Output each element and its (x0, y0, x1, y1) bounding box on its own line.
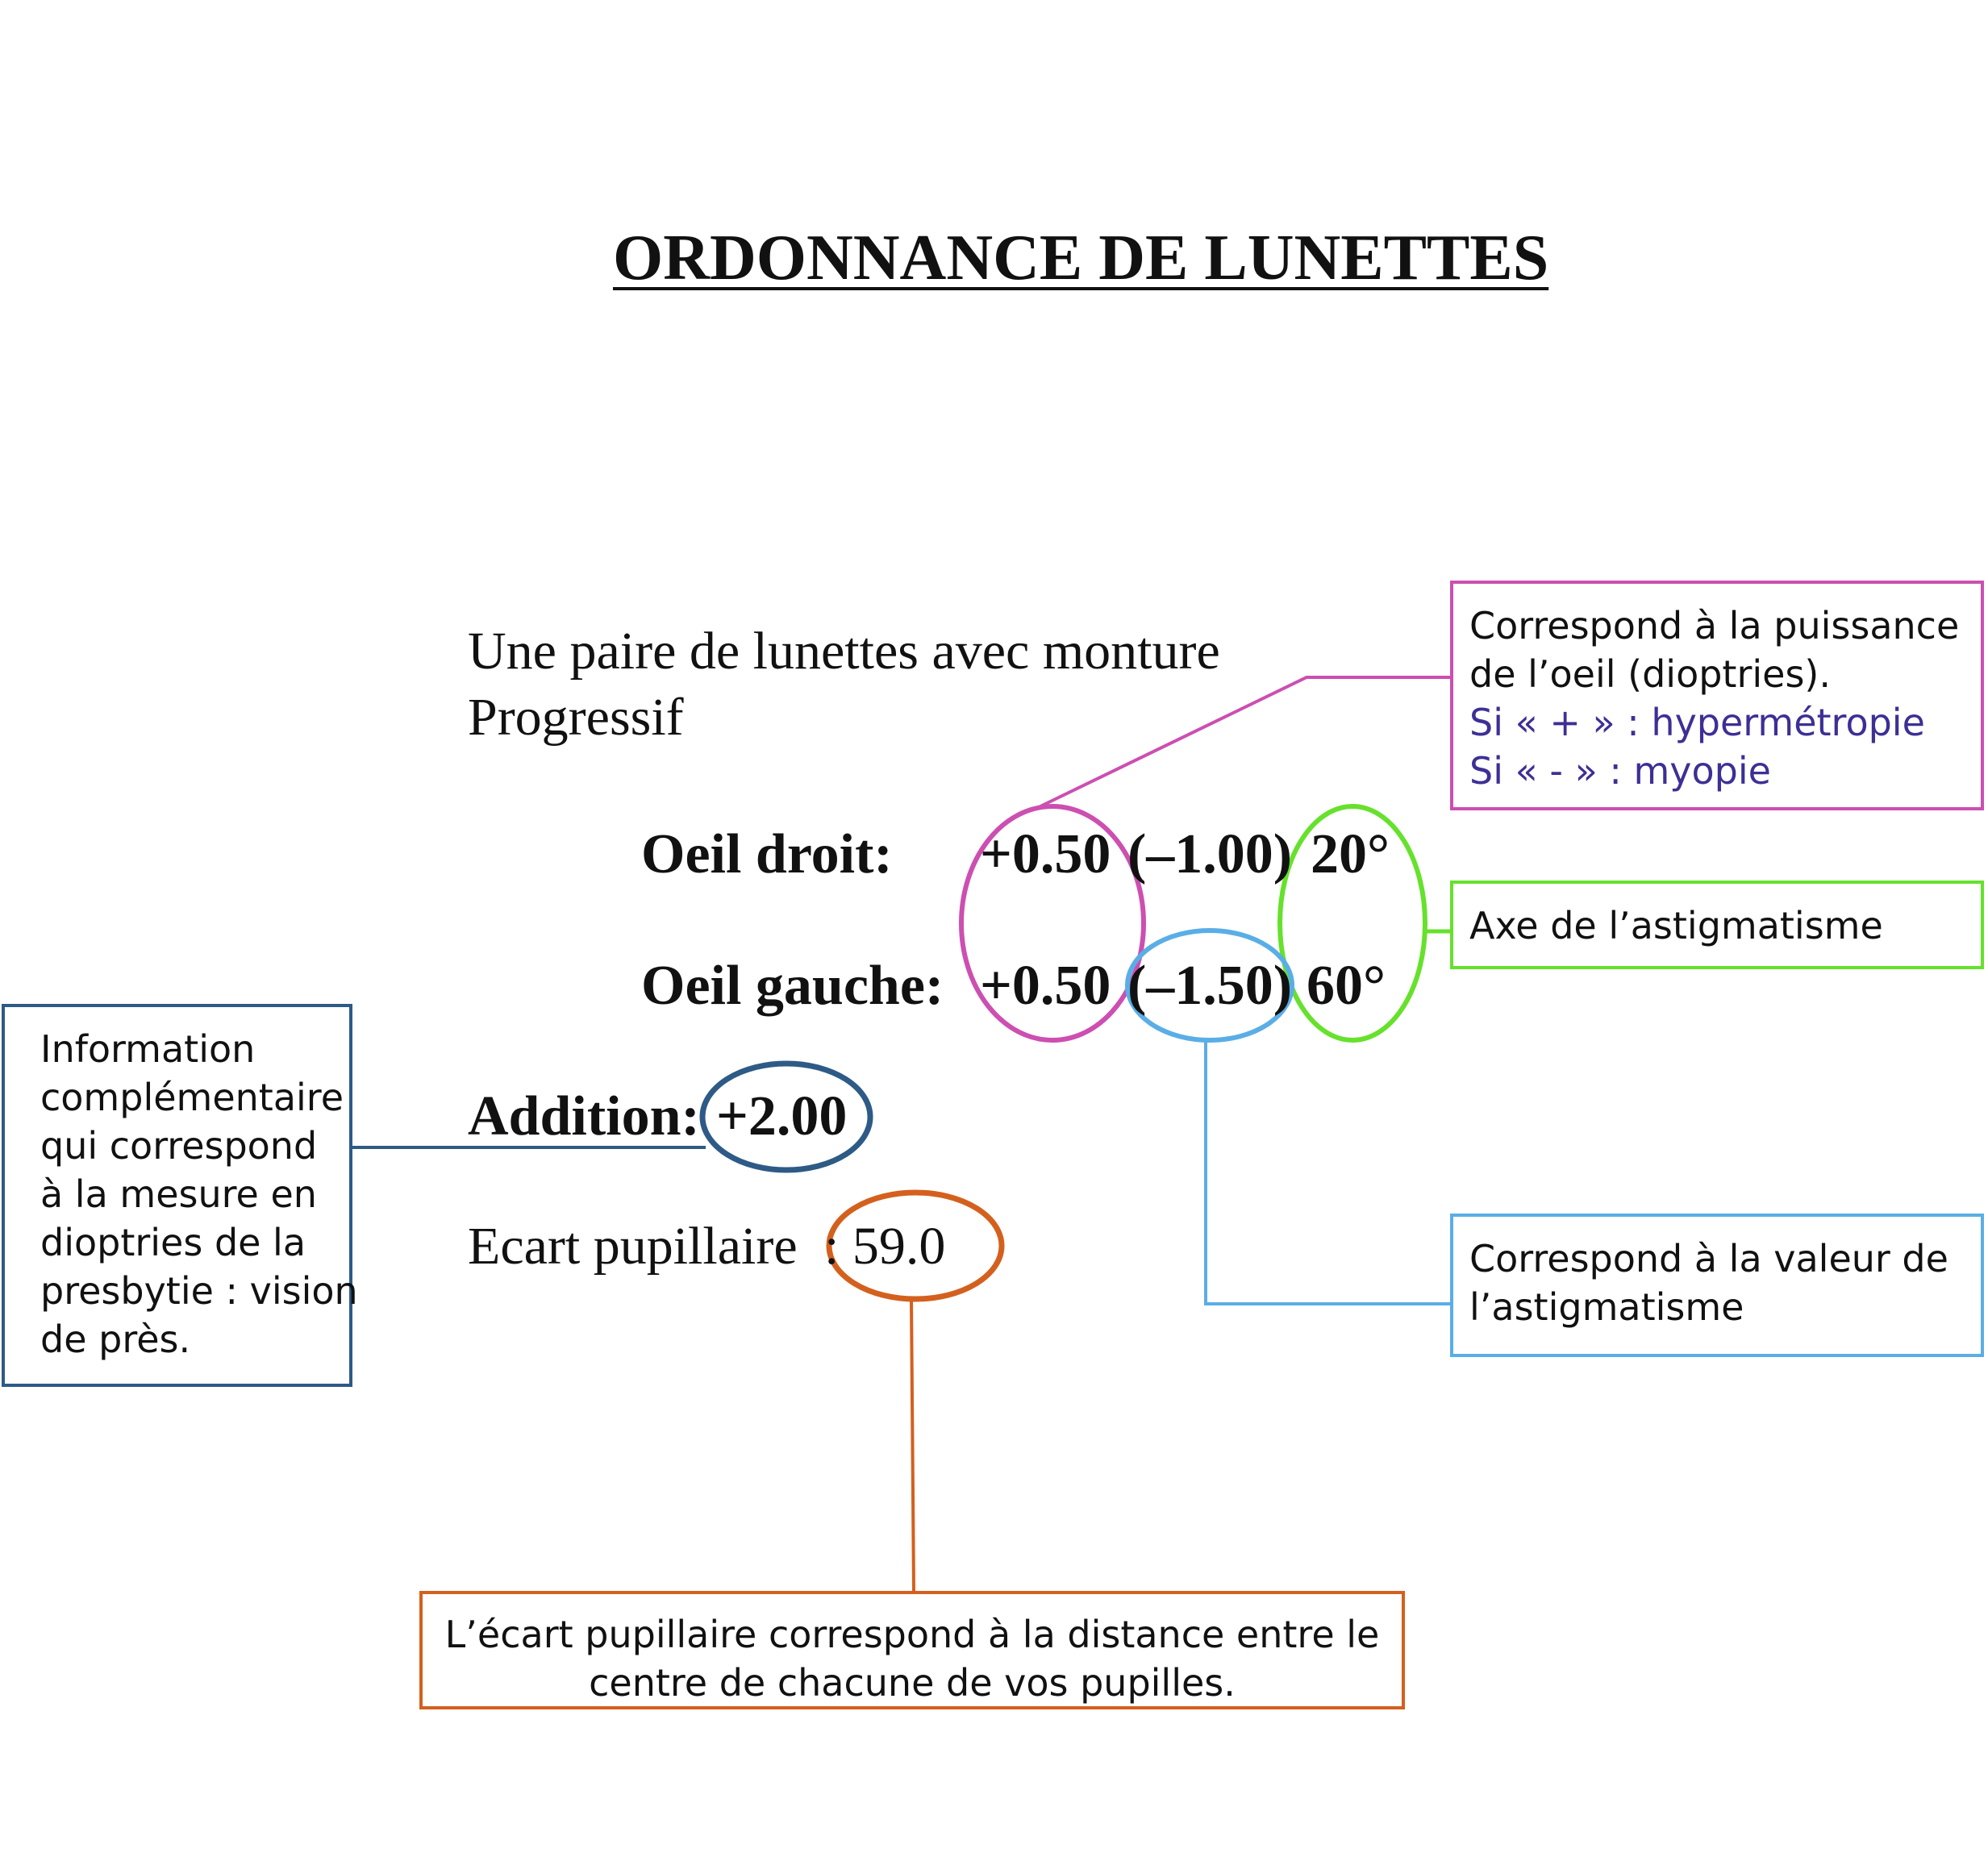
sphere-note-line-1: Correspond à la puissance (1469, 604, 1960, 647)
right-eye-sphere: +0.50 (980, 823, 1111, 885)
addition-note-line-2: complémentaire (40, 1076, 344, 1119)
addition-note-line-6: presbytie : vision (40, 1269, 358, 1313)
right-eye-cylinder: (–1.00) (1127, 823, 1293, 885)
axis-note-box (1450, 881, 1984, 969)
right-eye-label: Oeil droit: (641, 823, 893, 885)
left-eye-label: Oeil gauche: (641, 955, 944, 1017)
addition-note-line-7: de près. (40, 1318, 191, 1361)
axis-note-line-1: Axe de l’astigmatisme (1469, 904, 1883, 947)
prescription-line-2: Progressif (468, 688, 684, 747)
pupillary-note-box (419, 1591, 1405, 1709)
sphere-note-line-2: de l’oeil (dioptries). (1469, 652, 1831, 696)
pupillary-label: Ecart pupillaire (468, 1217, 798, 1276)
addition-label: Addition: (468, 1085, 700, 1147)
addition-note-line-5: dioptries de la (40, 1221, 306, 1264)
pupillary-note-line-2: centre de chacune de vos pupilles. (589, 1661, 1236, 1705)
addition-note-line-3: qui correspond (40, 1124, 318, 1168)
sphere-connector-line (1040, 677, 1450, 806)
document-title: ORDONNANCE DE LUNETTES (613, 223, 1549, 294)
cylinder-connector-line (1206, 1040, 1450, 1304)
addition-value: +2.00 (716, 1085, 848, 1147)
left-eye-sphere: +0.50 (980, 955, 1111, 1017)
cylinder-note-box (1450, 1214, 1984, 1357)
left-eye-cylinder: (–1.50) (1127, 955, 1293, 1017)
pupillary-note-line-1: L’écart pupillaire correspond à la distance entre le (444, 1613, 1380, 1656)
sphere-note-line-3: Si « + » : hypermétropie (1469, 701, 1925, 744)
cylinder-note-line-1: Correspond à la valeur de (1469, 1237, 1948, 1280)
pupillary-connector-line (911, 1300, 914, 1591)
cylinder-note-line-2: l’astigmatisme (1469, 1285, 1744, 1329)
addition-note-line-1: Information (40, 1027, 256, 1071)
pupillary-value: : 59.0 (824, 1217, 946, 1276)
addition-note-box (2, 1004, 358, 1387)
sphere-note-box (1450, 581, 1984, 810)
prescription-line-1: Une paire de lunettes avec monture (468, 622, 1220, 681)
left-eye-axis: 60° (1307, 955, 1386, 1017)
addition-note-line-4: à la mesure en (40, 1172, 317, 1216)
sphere-note-line-4: Si « - » : myopie (1469, 749, 1771, 793)
right-eye-axis: 20° (1311, 823, 1390, 885)
